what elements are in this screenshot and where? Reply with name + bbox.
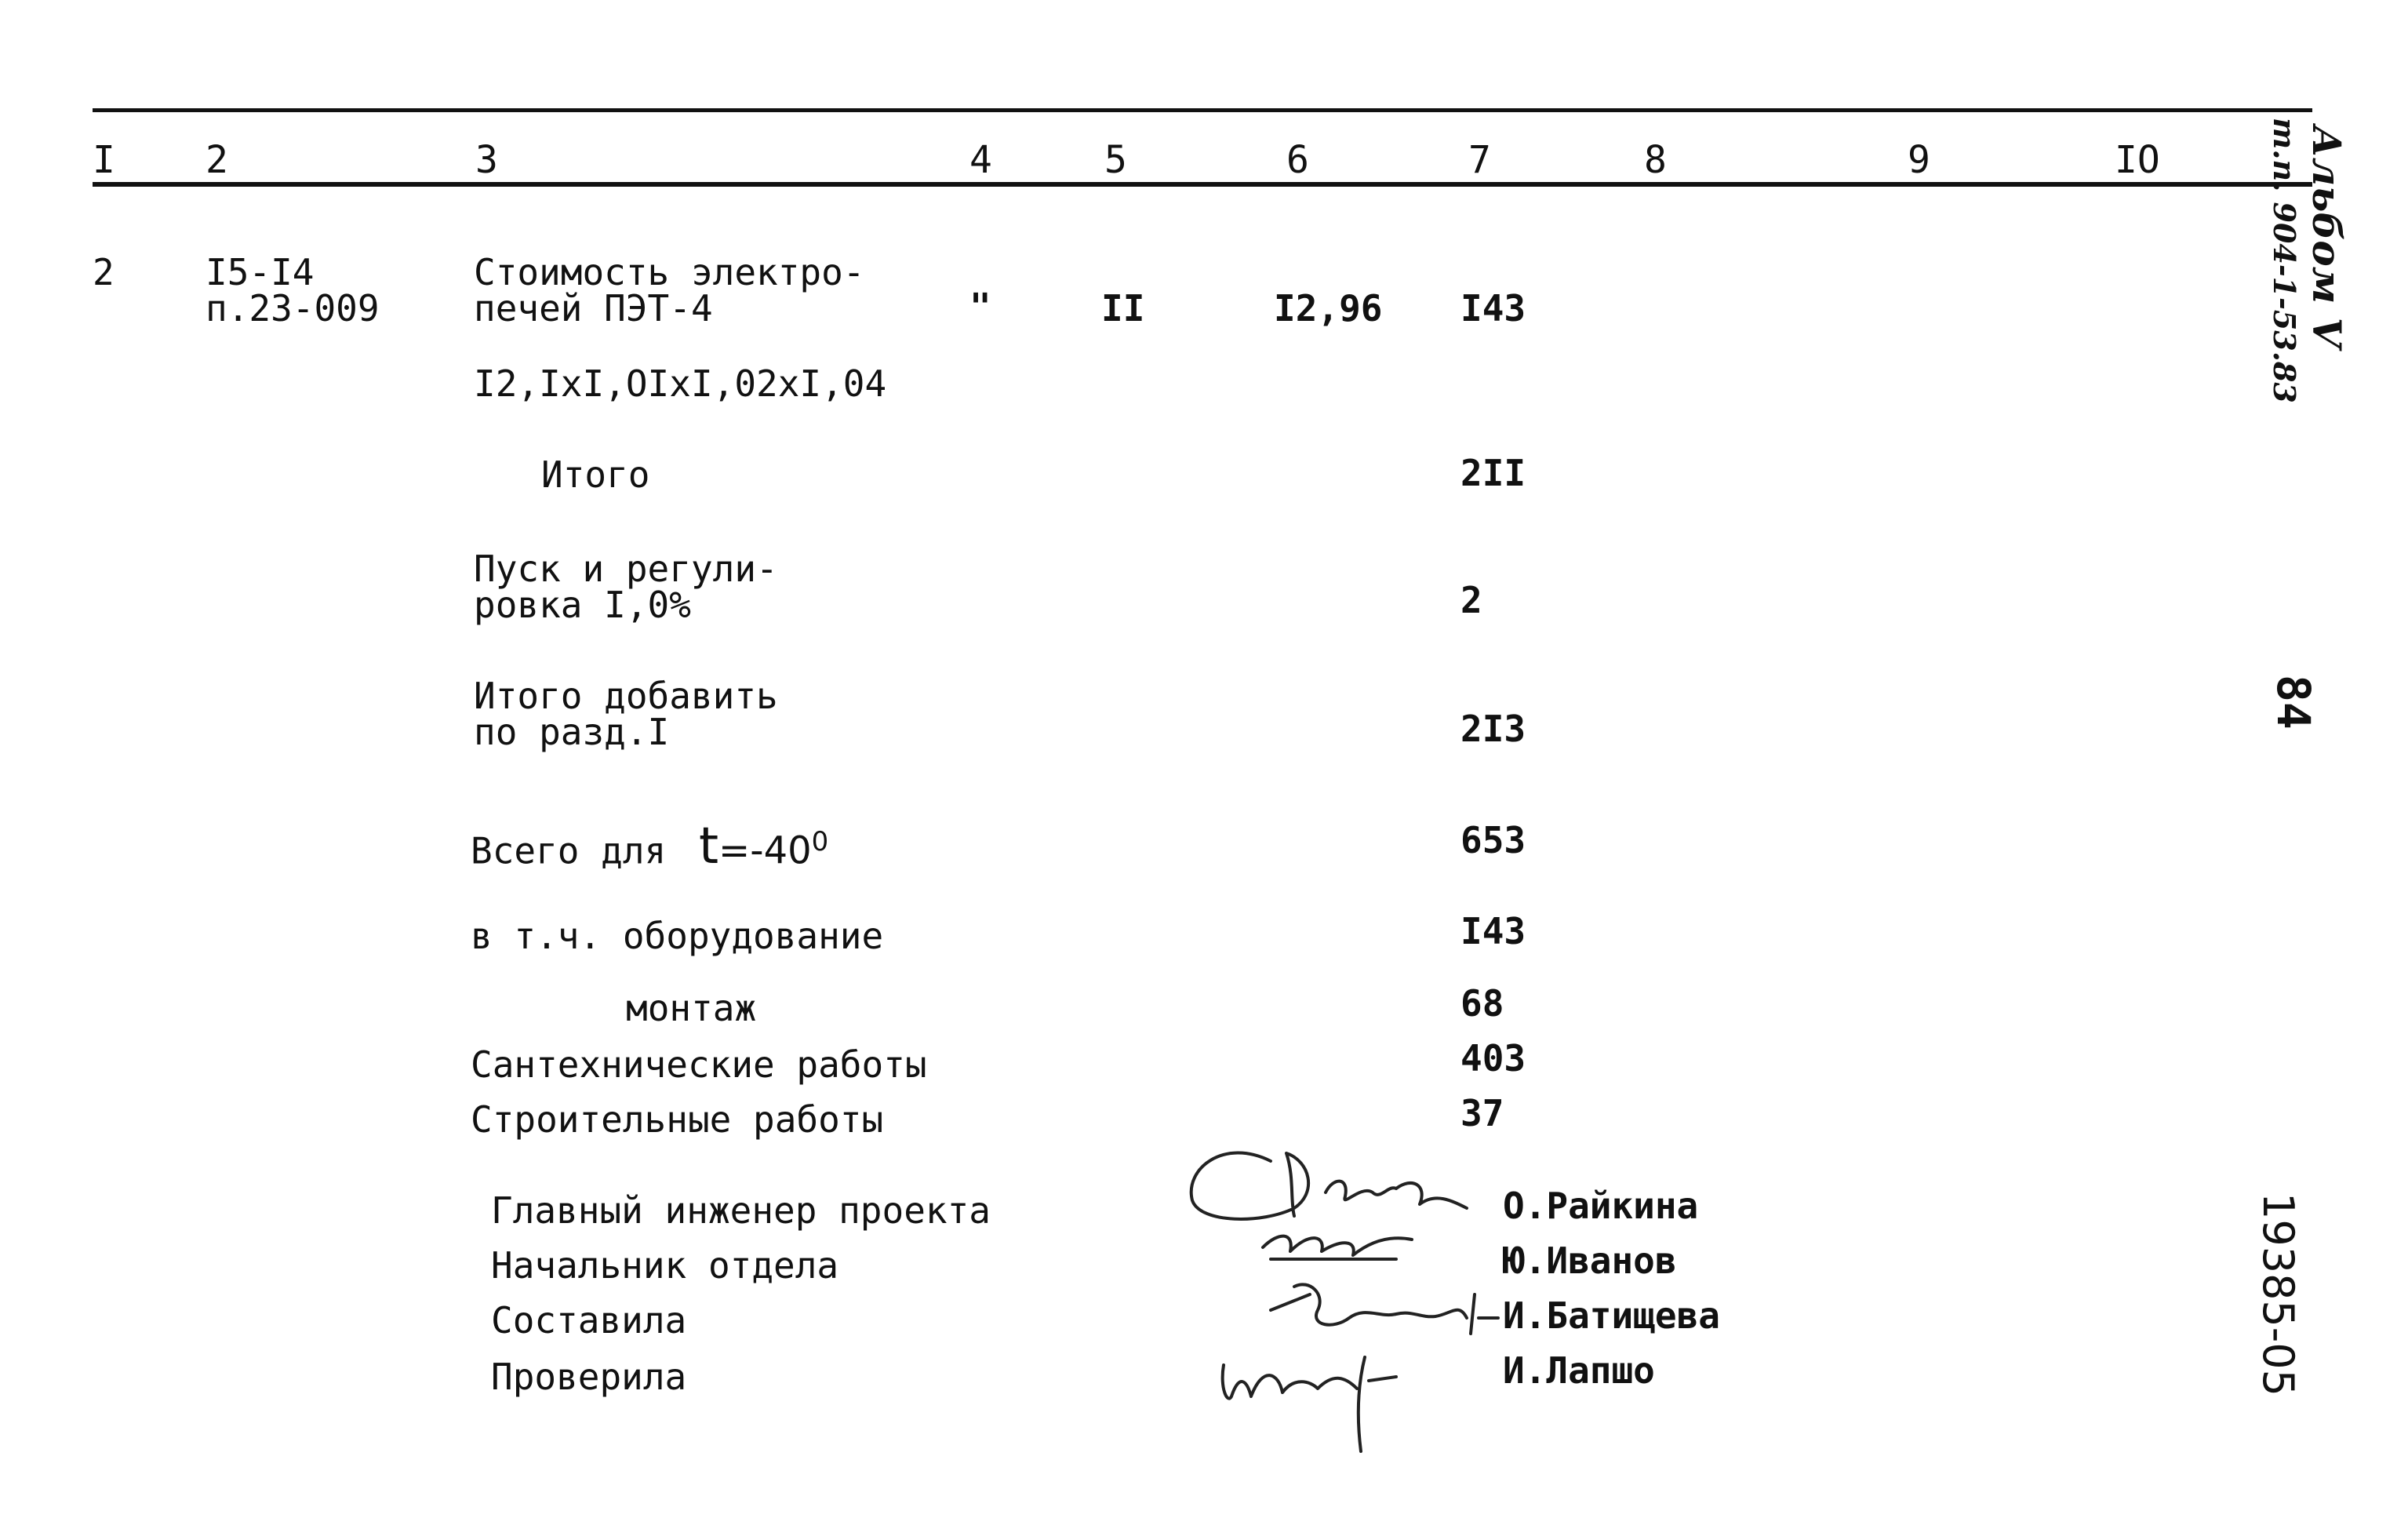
role-department-head: Начальник отдела [491, 1244, 839, 1287]
row-total: I43 [1460, 287, 1526, 329]
col-header-8: 8 [1644, 138, 1667, 182]
role-checked-by: Проверила [491, 1356, 687, 1398]
summary-add-label-cont: по разд.I [474, 711, 670, 753]
col-header-6: 6 [1286, 138, 1309, 182]
row-ditto-mark: " [969, 286, 991, 328]
summary-startup-value: 2 [1460, 579, 1482, 621]
role-compiled-by: Составила [491, 1299, 687, 1342]
row-description: Стоимость электро- [474, 251, 865, 293]
summary-plumbing-label: Сантехнические работы [471, 1043, 927, 1086]
name-checked-by: И.Лапшо [1503, 1349, 1655, 1392]
summary-startup-label-cont: ровка I,0% [474, 584, 691, 626]
summary-add-label: Итого добавить [474, 675, 778, 717]
row-unit-price: I2,96 [1274, 287, 1383, 329]
col-header-3: 3 [475, 138, 498, 182]
album-project-number: т.п. 904-1-53.83 [2267, 118, 2302, 403]
name-chief-engineer: О.Райкина [1503, 1185, 1699, 1227]
row-number: 2 [93, 251, 115, 293]
summary-subtotal-label: Итого [541, 453, 650, 496]
header-rule [93, 182, 2312, 187]
document-number: 19385-05 [2253, 1192, 2303, 1396]
col-header-7: 7 [1468, 138, 1491, 182]
summary-startup-label: Пуск и регули- [474, 548, 778, 590]
grand-total-var: t [698, 817, 719, 876]
summary-equipment-value: I43 [1460, 910, 1526, 952]
row-quantity: II [1101, 287, 1145, 329]
page-number: 84 [2267, 675, 2320, 730]
album-label: Альбом V [2304, 126, 2350, 348]
summary-installation-value: 68 [1460, 982, 1504, 1025]
col-header-5: 5 [1104, 138, 1127, 182]
row-formula: I2,IxI,OIxI,02xI,04 [474, 362, 887, 405]
signature-compiled-by [1263, 1271, 1506, 1342]
summary-add-value: 2I3 [1460, 708, 1526, 750]
col-header-2: 2 [206, 138, 228, 182]
row-code: I5-I4 [206, 251, 315, 293]
col-header-1: I [93, 138, 115, 182]
row-description-cont: печей ПЭТ-4 [474, 287, 713, 329]
name-department-head: Ю.Иванов [1503, 1240, 1677, 1282]
top-rule [93, 108, 2312, 112]
role-chief-engineer: Главный инженер проекта [491, 1189, 991, 1232]
summary-construction-label: Строительные работы [471, 1098, 884, 1141]
name-compiled-by: И.Батищева [1503, 1294, 1720, 1337]
grand-total-degree: 0 [811, 826, 829, 857]
signature-department-head [1255, 1216, 1428, 1271]
col-header-9: 9 [1908, 138, 1930, 182]
signature-checked-by [1208, 1334, 1428, 1459]
summary-subtotal-value: 2II [1460, 452, 1526, 494]
summary-grand-total-label [471, 817, 829, 876]
grand-total-prefix: Всего для [471, 829, 667, 872]
summary-grand-total-value: 653 [1460, 819, 1526, 861]
summary-construction-value: 37 [1460, 1092, 1504, 1134]
summary-equipment-label: в т.ч. оборудование [471, 915, 884, 957]
summary-plumbing-value: 403 [1460, 1037, 1526, 1079]
col-header-4: 4 [969, 138, 992, 182]
col-header-10: IO [2115, 138, 2160, 182]
summary-installation-label: монтаж [626, 987, 757, 1029]
grand-total-eq: =-40 [718, 828, 812, 873]
row-code-paragraph: п.23-009 [206, 287, 380, 329]
